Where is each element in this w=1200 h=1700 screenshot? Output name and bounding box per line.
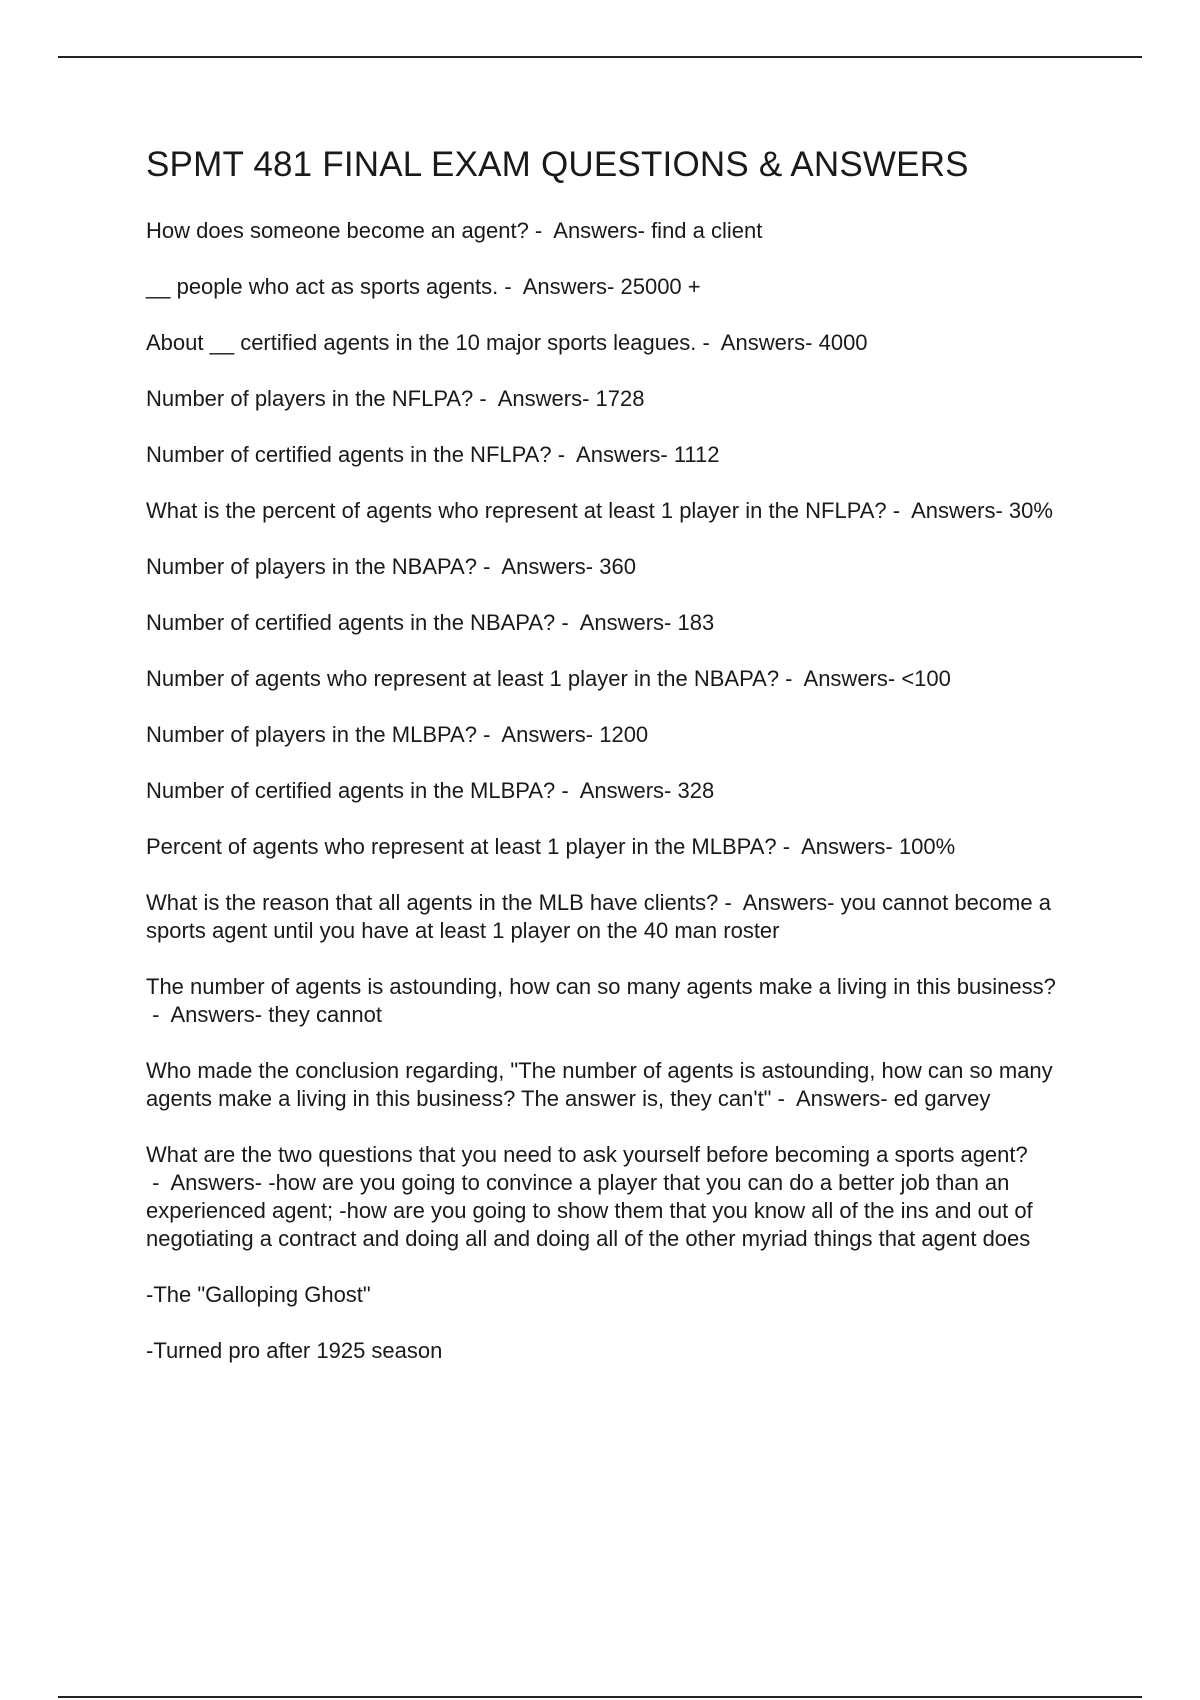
separator: -	[555, 610, 580, 635]
qa-item	[146, 217, 1096, 245]
qa-item	[146, 329, 1096, 357]
separator: -	[498, 274, 523, 299]
qa-item	[146, 721, 1096, 749]
note-item: -The "Galloping Ghost"	[146, 1282, 371, 1307]
answer-text: Answers- 1112	[576, 442, 720, 467]
note-item: -Turned pro after 1925 season	[146, 1338, 443, 1363]
separator: -	[886, 498, 912, 523]
question-text: Who made the conclusion regarding, "The number of agents is astounding, how can so many agents make a living in this business? The answer is, they can't"	[146, 1058, 1053, 1111]
separator: -	[146, 1002, 171, 1027]
qa-item	[146, 889, 1096, 945]
bottom-divider	[58, 1696, 1142, 1698]
qa-item	[146, 665, 1096, 693]
qa-item	[146, 1141, 1096, 1253]
separator: -	[528, 218, 554, 243]
separator: -	[146, 1170, 171, 1195]
question-text: How does someone become an agent?	[146, 218, 529, 243]
separator: -	[476, 722, 502, 747]
separator: -	[776, 834, 802, 859]
document-body	[146, 143, 1096, 1393]
qa-item	[146, 777, 1096, 805]
question-text: About __ certified agents in the 10 major sports leagues.	[146, 330, 697, 355]
answer-text: Answers- 360	[501, 554, 636, 579]
answer-text: Answers- you cannot become a sports agent until you have at least 1 player on the 40 man roster	[146, 890, 1051, 943]
question-text: What is the percent of agents who represent at least 1 player in the NFLPA?	[146, 498, 887, 523]
separator: -	[718, 890, 743, 915]
answer-text: Answers- -how are you going to convince a player that you can do a better job than an experienced agent; -how are you going to show them that you know all of the ins and out of negotiating a contract and doing all and doing all of the other myriad things that agent does	[146, 1170, 1033, 1251]
separator: -	[696, 330, 721, 355]
separator: -	[476, 554, 502, 579]
qa-item	[146, 833, 1096, 861]
answer-text: Answers- they cannot	[170, 1002, 382, 1027]
answer-text: Answers- <100	[803, 666, 951, 691]
qa-item	[146, 973, 1096, 1029]
qa-list	[146, 217, 1096, 1365]
qa-item	[146, 609, 1096, 637]
question-text: Number of certified agents in the NFLPA?	[146, 442, 552, 467]
question-text: Percent of agents who represent at least 1 player in the MLBPA?	[146, 834, 777, 859]
qa-item	[146, 273, 1096, 301]
question-text: What are the two questions that you need to ask yourself before becoming a sports agent?	[146, 1142, 1028, 1167]
question-text: What is the reason that all agents in the MLB have clients?	[146, 890, 719, 915]
question-text: Number of certified agents in the NBAPA?	[146, 610, 556, 635]
question-text: __ people who act as sports agents.	[146, 274, 499, 299]
separator: -	[473, 386, 498, 411]
qa-item	[146, 1057, 1096, 1113]
top-divider	[58, 56, 1142, 58]
answer-text: Answers- 328	[579, 778, 715, 803]
question-text: Number of players in the NFLPA?	[146, 386, 474, 411]
question-text: Number of players in the MLBPA?	[146, 722, 477, 747]
qa-item	[146, 441, 1096, 469]
separator: -	[551, 442, 577, 467]
separator: -	[771, 1086, 796, 1111]
question-text: The number of agents is astounding, how can so many agents make a living in this business?	[146, 974, 1056, 999]
answer-text: Answers- 1200	[501, 722, 649, 747]
answer-text: Answers- 183	[579, 610, 715, 635]
question-text: Number of certified agents in the MLBPA?	[146, 778, 556, 803]
qa-item	[146, 385, 1096, 413]
qa-item	[146, 553, 1096, 581]
separator: -	[555, 778, 580, 803]
answer-text: Answers- find a client	[553, 218, 763, 243]
answer-text: Answers- 30%	[911, 498, 1053, 523]
answer-text: Answers- ed garvey	[795, 1086, 991, 1111]
question-text: Number of players in the NBAPA?	[146, 554, 477, 579]
qa-item	[146, 497, 1096, 525]
answer-text: Answers- 25000 +	[522, 274, 701, 299]
answer-text: Answers- 4000	[720, 330, 868, 355]
answer-text: Answers- 100%	[801, 834, 956, 859]
separator: -	[779, 666, 804, 691]
page-title: SPMT 481 FINAL EXAM QUESTIONS & ANSWERS	[146, 145, 969, 184]
question-text: Number of agents who represent at least 1 player in the NBAPA?	[146, 666, 780, 691]
answer-text: Answers- 1728	[497, 386, 645, 411]
